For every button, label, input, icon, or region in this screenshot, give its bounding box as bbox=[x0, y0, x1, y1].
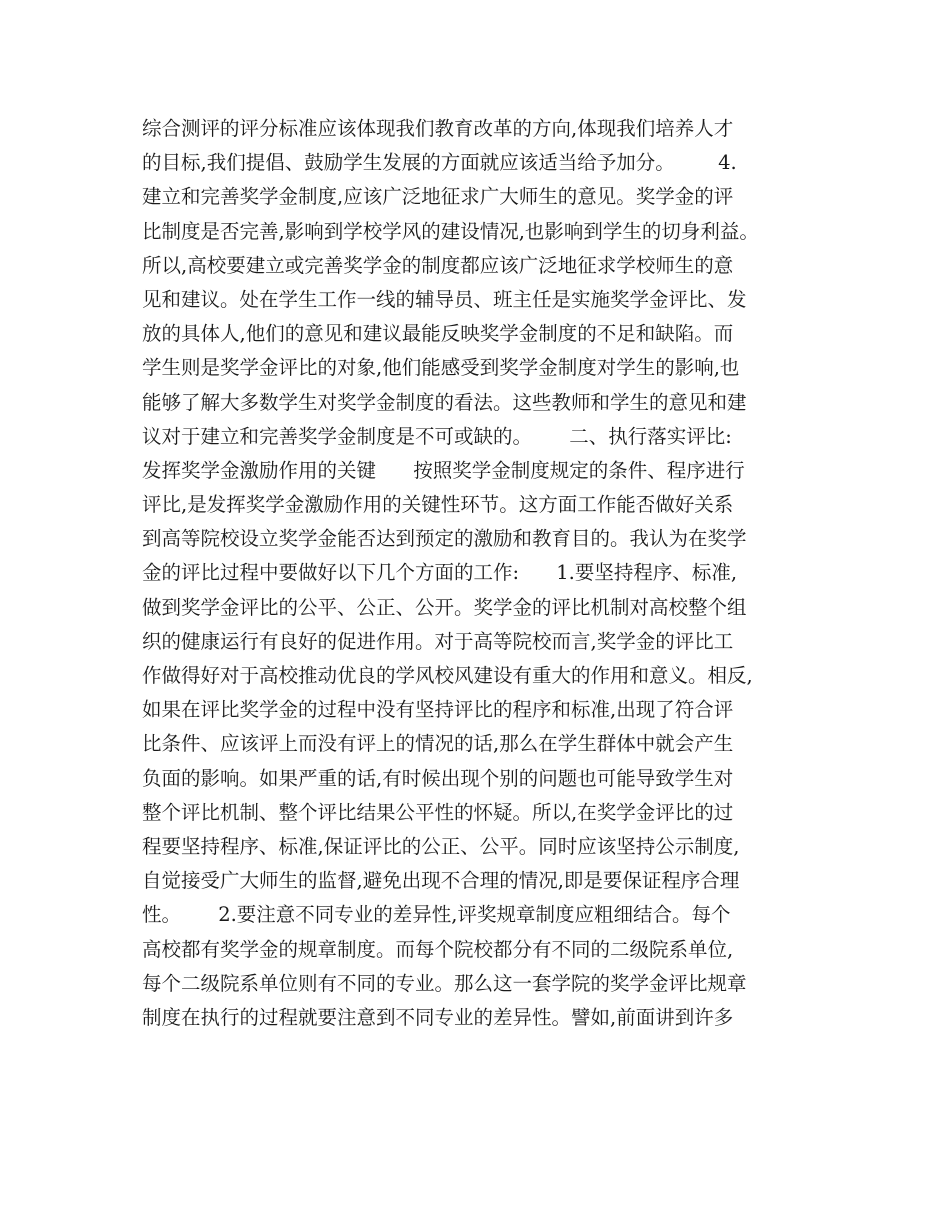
text-line: 高校都有奖学金的规章制度。而每个院校都分有不同的二级院系单位, bbox=[142, 937, 734, 961]
text-line: 如果在评比奖学金的过程中没有坚持评比的程序和标准,出现了符合评 bbox=[142, 698, 734, 722]
text-line: 评比,是发挥奖学金激励作用的关键性环节。这方面工作能否做好关系 bbox=[142, 493, 734, 517]
text-line: 建立和完善奖学金制度,应该广泛地征求广大师生的意见。奖学金的评 bbox=[142, 185, 734, 209]
text-line: 织的健康运行有良好的促进作用。对于高等院校而言,奖学金的评比工 bbox=[142, 629, 734, 653]
text-line: 整个评比机制、整个评比结果公平性的怀疑。所以,在奖学金评比的过 bbox=[142, 800, 734, 824]
text-line: 学生则是奖学金评比的对象,他们能感受到奖学金制度对学生的影响,也 bbox=[142, 356, 740, 380]
text-line: 每个二级院系单位则有不同的专业。那么这一套学院的奖学金评比规章 bbox=[142, 971, 747, 995]
text-line: 能够了解大多数学生对奖学金制度的看法。这些教师和学生的意见和建 bbox=[142, 390, 747, 414]
text-line: 比条件、应该评上而没有评上的情况的话,那么在学生群体中就会产生 bbox=[142, 732, 734, 756]
body-text bbox=[142, 112, 822, 1035]
text-line: 发挥奖学金激励作用的关键 按照奖学金制度规定的条件、程序进行 bbox=[142, 458, 745, 482]
text-line: 比制度是否完善,影响到学校学风的建设情况,也影响到学生的切身利益。 bbox=[142, 219, 759, 243]
text-line: 的目标,我们提倡、鼓励学生发展的方面就应该适当给予加分。 4. bbox=[142, 151, 737, 175]
text-line: 作做得好对于高校推动优良的学风校风建设有重大的作用和意义。相反, bbox=[142, 664, 753, 687]
text-line: 制度在执行的过程就要注意到不同专业的差异性。譬如,前面讲到许多 bbox=[142, 1005, 734, 1029]
text-line: 放的具体人,他们的意见和建议最能反映奖学金制度的不足和缺陷。而 bbox=[142, 322, 734, 346]
text-line: 议对于建立和完善奖学金制度是不可或缺的。 二、执行落实评比: bbox=[142, 424, 732, 448]
text-line: 金的评比过程中要做好以下几个方面的工作: 1.要坚持程序、标准, bbox=[142, 561, 738, 585]
text-line: 程要坚持程序、标准,保证评比的公正、公平。同时应该坚持公示制度, bbox=[142, 834, 740, 858]
text-line: 见和建议。处在学生工作一线的辅导员、班主任是实施奖学金评比、发 bbox=[142, 287, 747, 311]
text-line: 负面的影响。如果严重的话,有时候出现个别的问题也可能导致学生对 bbox=[142, 766, 734, 790]
text-line: 自觉接受广大师生的监督,避免出现不合理的情况,即是要保证程序合理 bbox=[142, 869, 740, 893]
text-line: 到高等院校设立奖学金能否达到预定的激励和教育目的。我认为在奖学 bbox=[142, 527, 747, 551]
text-line: 综合测评的评分标准应该体现我们教育改革的方向,体现我们培养人才 bbox=[142, 117, 734, 140]
text-line: 性。 2.要注意不同专业的差异性,评奖规章制度应粗细结合。每个 bbox=[142, 903, 731, 927]
text-line: 所以,高校要建立或完善奖学金的制度都应该广泛地征求学校师生的意 bbox=[142, 253, 734, 277]
text-line: 做到奖学金评比的公平、公正、公开。奖学金的评比机制对高校整个组 bbox=[142, 595, 747, 619]
